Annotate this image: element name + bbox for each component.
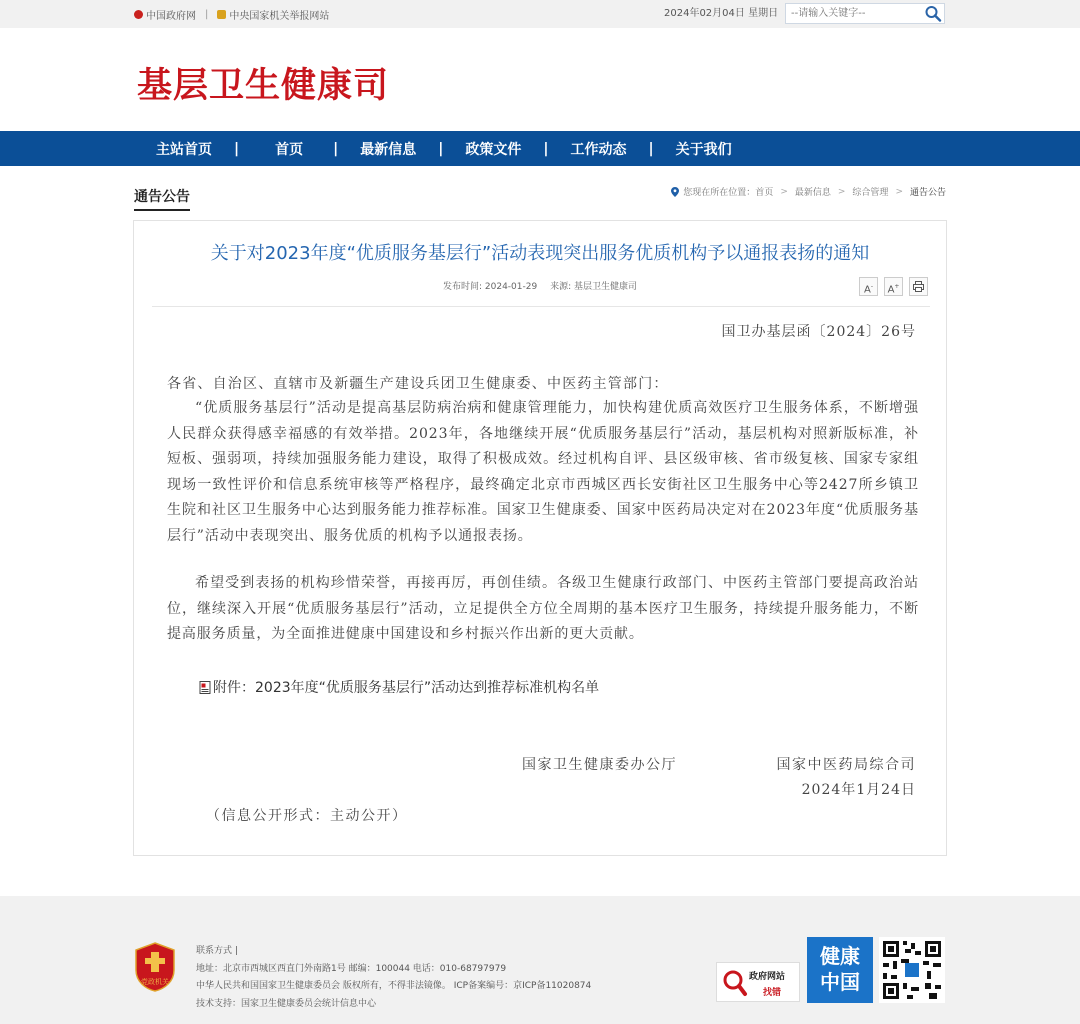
paragraph-text: “优质服务基层行”活动是提高基层防病治病和健康管理能力，加快构建优质高效医疗卫生服务体系，不断增强人民群众获得感幸福感的有效举措。2023年，各地继续开展“优质服务基层行”活动，基层机构对照新版标准，补短板、强弱项，持续加强服务能力建设，取得了积极成效。经过机构自评、县区级审核、省市级复核、国家专家组现场一致性评价和信息系统审核等严格程序，最终确定北京市西城区西长安街社区卫生服务中心等2427所乡镇卫生院和社区卫生服务中心达到服务能力推荐标准。国家卫生健康委、国家中医药局决定对在2023年度“优质服务基层行”活动中表现突出、服务优质的机构予以通报表扬。: [167, 400, 919, 544]
breadcrumb-general[interactable]: 综合管理: [852, 188, 889, 198]
nav-item-main-site[interactable]: 主站首页: [156, 141, 212, 158]
link-gov-cn[interactable]: 中国政府网: [146, 10, 196, 22]
title-divider: [152, 306, 930, 307]
body-paragraph-2: [167, 571, 919, 648]
disclosure-form: （信息公开形式：主动公开）: [206, 808, 408, 824]
healthy-china-line2: 中国: [820, 970, 860, 994]
nav-separator: |: [543, 140, 549, 157]
emblem-label: 党政机关: [141, 978, 169, 986]
search-box: [785, 3, 945, 24]
publish-time: 发布时间: 2024-01-29: [443, 282, 538, 292]
footer-copyright: 中华人民共和国国家卫生健康委员会 版权所有，不得非法镜像。 ICP备案编号：京ICP备11020874: [196, 981, 592, 991]
article-title: 关于对2023年度“优质服务基层行”活动表现突出服务优质机构予以通报表扬的通知: [210, 243, 870, 264]
paragraph-text: 希望受到表扬的机构珍惜荣誉，再接再厉，再创佳绩。各级卫生健康行政部门、中医药主管部门要提高政治站位，继续深入开展“优质服务基层行”活动，立足提供全方位全周期的基本医疗卫生服务，持续提升服务能力，不断提高服务质量，为全面推进健康中国建设和乡村振兴作出新的更大贡献。: [167, 575, 919, 643]
nav-separator: |: [333, 140, 339, 157]
nav-item-policy[interactable]: 政策文件: [465, 141, 522, 158]
nav-item-work[interactable]: 工作动态: [570, 141, 627, 158]
nav-item-about[interactable]: 关于我们: [675, 141, 732, 158]
addressee: 各省、自治区、直辖市及新疆生产建设兵团卫生健康委、中医药主管部门：: [167, 376, 669, 392]
footer-contact[interactable]: 联系方式 |: [196, 946, 238, 956]
font-decrease-button[interactable]: A-: [859, 277, 878, 296]
breadcrumb-latest[interactable]: 最新信息: [794, 188, 831, 198]
signer-tcm-dept: 国家中医药局综合司: [776, 757, 916, 773]
footer-address: 地址：北京市西城区西直门外南路1号 邮编：100044 电话：010-68797979: [196, 963, 507, 974]
nav-item-home[interactable]: 首页: [275, 141, 304, 158]
top-links: [134, 0, 329, 28]
site-logo-title[interactable]: 基层卫生健康司: [137, 65, 390, 106]
search-icon[interactable]: [924, 5, 942, 22]
nav-item-latest[interactable]: 最新信息: [360, 141, 417, 158]
attachment-label[interactable]: 附件：2023年度“优质服务基层行”活动达到推荐标准机构名单: [213, 680, 600, 696]
font-increase-button[interactable]: A+: [884, 277, 903, 296]
document-icon: [199, 681, 211, 694]
nav-separator: |: [438, 140, 444, 157]
chevron-right-icon: >: [837, 186, 846, 197]
article-tools: [853, 277, 928, 296]
attachment-link[interactable]: [199, 677, 599, 697]
section-title: 通告公告: [134, 186, 190, 211]
body-paragraph-1: [167, 396, 919, 550]
breadcrumb-current[interactable]: 通告公告: [909, 188, 946, 198]
find-error-label: 找错: [763, 988, 782, 998]
footer-info: [196, 943, 591, 1013]
location-pin-icon: [671, 187, 679, 197]
link-separator: |: [205, 8, 209, 20]
qr-code-icon: [879, 937, 945, 1003]
article-meta: [134, 279, 946, 292]
breadcrumb-prefix: 您现在所在位置：: [683, 188, 756, 198]
chevron-right-icon: >: [780, 186, 788, 197]
top-bar: [0, 0, 1080, 28]
site-header: [0, 28, 1080, 131]
article-source: 来源: 基层卫生健康司: [550, 282, 637, 292]
signature-date: 2024年1月24日: [801, 782, 916, 798]
link-report-site[interactable]: 中央国家机关举报网站: [229, 10, 330, 22]
gov-site-label: 政府网站: [749, 972, 786, 982]
search-input[interactable]: [786, 4, 921, 23]
breadcrumb: [671, 185, 946, 198]
report-icon: [217, 10, 226, 19]
article-container: [133, 220, 947, 856]
nav-separator: |: [234, 140, 240, 157]
site-footer: [0, 896, 1080, 1024]
party-gov-emblem-icon[interactable]: [134, 942, 176, 992]
document-number: 国卫办基层函〔2024〕26号: [721, 324, 916, 340]
main-nav: [0, 131, 1080, 166]
print-button[interactable]: [909, 277, 928, 296]
breadcrumb-home[interactable]: 首页: [755, 188, 774, 198]
healthy-china-line1: 健康: [820, 944, 860, 968]
current-date: 2024年02月04日 星期日: [664, 8, 779, 19]
signer-nhc-office: 国家卫生健康委办公厅: [522, 757, 677, 773]
nav-separator: |: [648, 140, 654, 157]
gov-site-find-error-badge[interactable]: [716, 962, 800, 1002]
footer-tech-support: 技术支持：国家卫生健康委员会统计信息中心: [196, 998, 377, 1009]
magnifier-icon: [722, 968, 748, 998]
printer-icon: [913, 281, 924, 292]
chevron-right-icon: >: [895, 186, 903, 197]
emblem-icon: [134, 10, 143, 19]
healthy-china-badge[interactable]: [807, 937, 873, 1003]
